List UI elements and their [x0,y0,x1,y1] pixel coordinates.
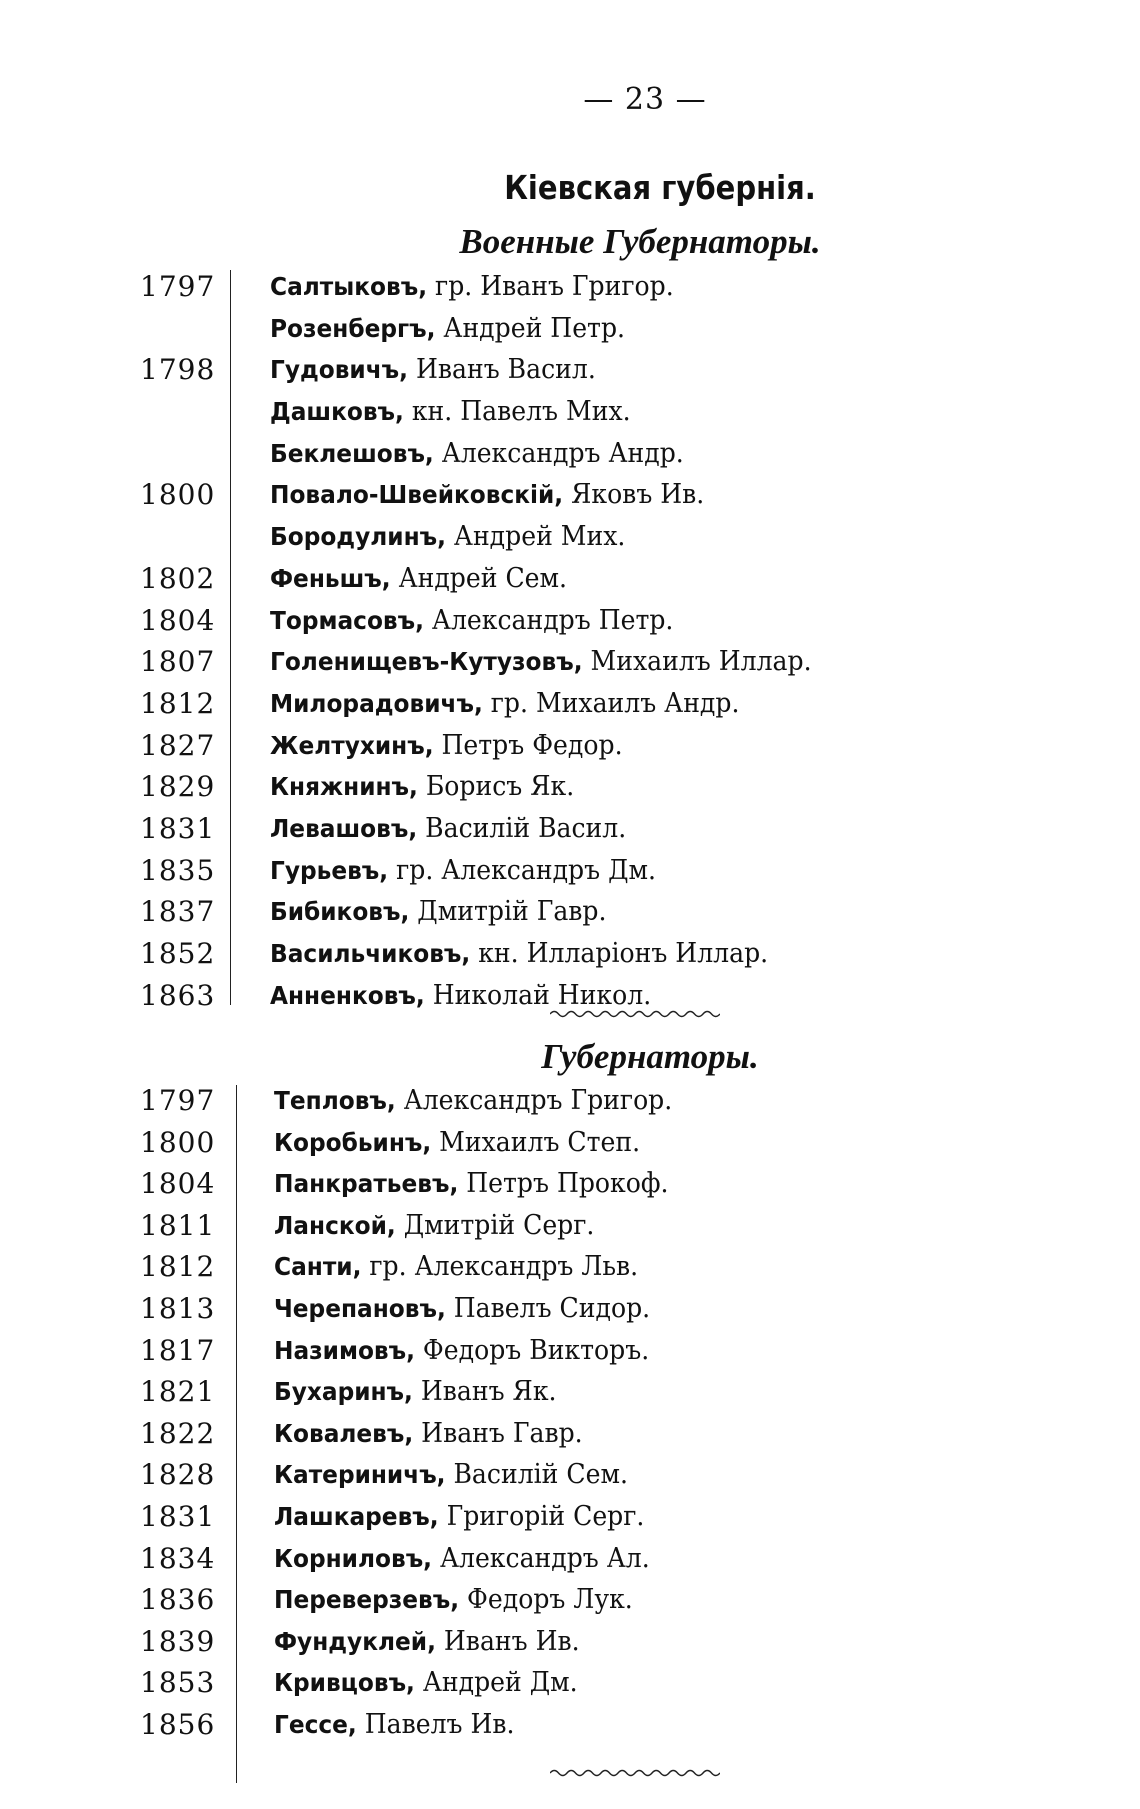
surname: Гурьевъ, [270,855,389,885]
surname: Бибиковъ, [270,897,410,927]
list-item [140,808,900,850]
given-names: Иванъ Васил. [408,354,596,386]
given-names: гр. Александръ Дм. [388,854,657,886]
governor-name [270,683,739,725]
list-item [140,1538,900,1580]
surname: Повало-Швейковскій, [270,480,564,510]
military-governors-heading: Военные Губернаторы. [459,222,821,261]
given-names: Василій Сем. [445,1459,628,1491]
governor-name [274,1621,580,1663]
governor-name [274,1371,557,1413]
list-item [140,766,900,808]
year: 1812 [140,686,216,720]
page-number: — 23 — [583,82,707,117]
given-names: Яковъ Ив. [563,479,705,511]
list-item [140,433,900,475]
given-names: Андрей Сем. [390,562,568,594]
year: 1817 [140,1333,216,1367]
given-names: Петръ Федор. [433,729,623,761]
given-names: гр. Александръ Льв. [361,1251,639,1283]
surname: Черепановъ, [274,1293,446,1323]
year: 1822 [140,1416,216,1450]
list-item [140,1122,900,1164]
surname: Ковалевъ, [274,1418,414,1448]
governor-name [274,1288,650,1330]
given-names: кн. Илларіонъ Иллар. [470,938,769,969]
surname: Панкратьевъ, [274,1169,459,1199]
list-item [140,933,900,975]
list-item [140,349,900,391]
year: 1853 [140,1666,216,1700]
given-names: Дмитрій Гавр. [409,896,607,928]
year: 1821 [140,1375,216,1409]
surname: Бухаринъ, [274,1377,413,1407]
list-item [140,474,900,516]
governor-name [270,266,674,308]
surname: Назимовъ, [274,1335,415,1365]
governor-name [274,1163,669,1205]
list-item [140,516,900,558]
surname: Васильчиковъ, [270,939,471,968]
year: 1839 [140,1624,216,1658]
year: 1827 [140,728,216,762]
surname: Розенбергъ, [270,313,436,343]
year: 1812 [140,1250,216,1284]
year: 1800 [140,478,216,512]
given-names: Петръ Прокоф. [458,1168,669,1200]
surname: Левашовъ, [270,813,418,843]
governor-name [270,558,567,600]
list-item [140,1163,900,1205]
given-names: Александръ Петр. [423,604,674,636]
governor-name [274,1205,594,1247]
given-names: Николай Никол. [424,979,652,1011]
given-names: Борисъ Як. [417,771,575,803]
military-governors-list [140,266,900,1016]
given-names: Андрей Дм. [414,1667,578,1699]
surname: Лашкаревъ, [274,1501,439,1531]
surname: Дашковъ, [270,397,404,427]
given-names: гр. Иванъ Григор. [427,271,674,302]
year: 1852 [140,937,216,970]
year: 1834 [140,1541,216,1575]
governor-name [270,349,596,391]
governor-name [270,391,631,433]
year: 1831 [140,1499,216,1533]
list-item [140,1288,900,1330]
wavy-separator [550,1009,720,1019]
year: 1798 [140,353,216,387]
list-item [140,891,900,933]
year: 1863 [140,978,216,1012]
surname: Переверзевъ, [274,1585,460,1615]
governors-list [140,1080,900,1746]
list-item [140,1662,900,1704]
surname: Тормасовъ, [270,605,424,635]
governor-name [274,1413,583,1455]
surname: Беклешовъ, [270,438,434,468]
list-item [140,1246,900,1288]
surname: Бородулинъ, [270,522,446,552]
governor-name [270,808,626,850]
list-item [140,683,900,725]
year: 1813 [140,1291,216,1325]
governor-name [270,308,625,350]
list-item [140,1621,900,1663]
governors-heading: Губернаторы. [541,1037,759,1076]
governor-name [274,1454,628,1496]
list-item [140,641,900,683]
governor-name [270,933,768,975]
year: 1802 [140,561,216,595]
governor-name [270,725,623,767]
year: 1804 [140,603,216,637]
given-names: гр. Михаилъ Андр. [482,687,740,719]
surname: Феньшъ, [270,563,391,593]
given-names: Михаилъ Степ. [431,1126,641,1158]
governor-name [270,600,673,642]
year: 1835 [140,853,216,887]
given-names: Дмитрій Серг. [395,1209,595,1241]
list-item [140,600,900,642]
governor-name [270,891,606,933]
governor-name [274,1496,644,1538]
governor-name [274,1662,578,1704]
year: 1800 [140,1125,216,1159]
surname: Ланской, [274,1210,396,1240]
governor-name [274,1122,640,1164]
list-item [140,1579,900,1621]
given-names: Василій Васил. [417,812,627,844]
list-item [140,308,900,350]
surname: Голенищевъ-Кутузовъ, [270,647,583,677]
surname: Коробьинъ, [274,1127,432,1157]
given-names: Михаилъ Иллар. [582,646,812,678]
surname: Желтухинъ, [270,730,434,760]
given-names: Андрей Петр. [435,312,626,344]
list-item [140,1330,900,1372]
surname: Корниловъ, [274,1543,432,1573]
year: 1856 [140,1707,216,1741]
given-names: Александръ Григор. [395,1085,673,1116]
wavy-separator [550,1768,720,1778]
given-names: Андрей Мих. [445,521,626,553]
list-item [140,1080,900,1122]
governor-name [270,850,656,892]
list-item [140,1205,900,1247]
governor-name [270,641,812,683]
year: 1807 [140,645,216,679]
surname: Катериничъ, [274,1460,446,1490]
year: 1829 [140,770,216,804]
page-title: Кіевская губернія. [504,168,816,207]
list-item [140,1496,900,1538]
year: 1837 [140,895,216,929]
governor-name [274,1330,649,1372]
given-names: Павелъ Сидор. [445,1292,651,1324]
surname: Милорадовичъ, [270,688,483,718]
list-item [140,391,900,433]
given-names: Александръ Ал. [431,1542,650,1574]
list-item [140,850,900,892]
year: 1797 [140,270,216,303]
governor-name [270,433,684,475]
year: 1811 [140,1208,216,1242]
governor-name [270,516,625,558]
list-item [140,1704,900,1746]
given-names: Павелъ Ив. [356,1708,515,1740]
list-item [140,1413,900,1455]
governor-name [274,1704,515,1746]
governor-name [274,1579,633,1621]
surname: Тепловъ, [274,1086,396,1115]
surname: Салтыковъ, [270,272,428,301]
governor-name [270,766,574,808]
surname: Гудовичъ, [270,355,409,385]
given-names: Иванъ Ив. [435,1625,580,1657]
surname: Княжнинъ, [270,772,418,802]
surname: Гессе, [274,1709,357,1739]
year: 1836 [140,1583,216,1617]
given-names: Федоръ Викторъ. [414,1334,650,1366]
given-names: Иванъ Гавр. [413,1417,583,1449]
governor-name [274,1080,672,1122]
governor-name [274,1246,638,1288]
list-item [140,266,900,308]
governor-name [270,474,704,516]
given-names: кн. Павелъ Мих. [403,396,631,428]
given-names: Александръ Андр. [433,437,684,469]
governor-name [274,1538,650,1580]
surname: Анненковъ, [270,980,425,1010]
year: 1797 [140,1084,216,1117]
surname: Кривцовъ, [274,1668,415,1698]
year: 1804 [140,1167,216,1201]
given-names: Федоръ Лук. [459,1584,633,1616]
year: 1831 [140,811,216,845]
list-item [140,1371,900,1413]
list-item [140,725,900,767]
surname: Санти, [274,1252,362,1282]
given-names: Иванъ Як. [412,1376,557,1408]
given-names: Григорій Серг. [438,1500,645,1532]
list-item [140,975,900,1017]
year: 1828 [140,1458,216,1492]
list-item [140,1454,900,1496]
list-item [140,558,900,600]
surname: Фундуклей, [274,1626,436,1656]
